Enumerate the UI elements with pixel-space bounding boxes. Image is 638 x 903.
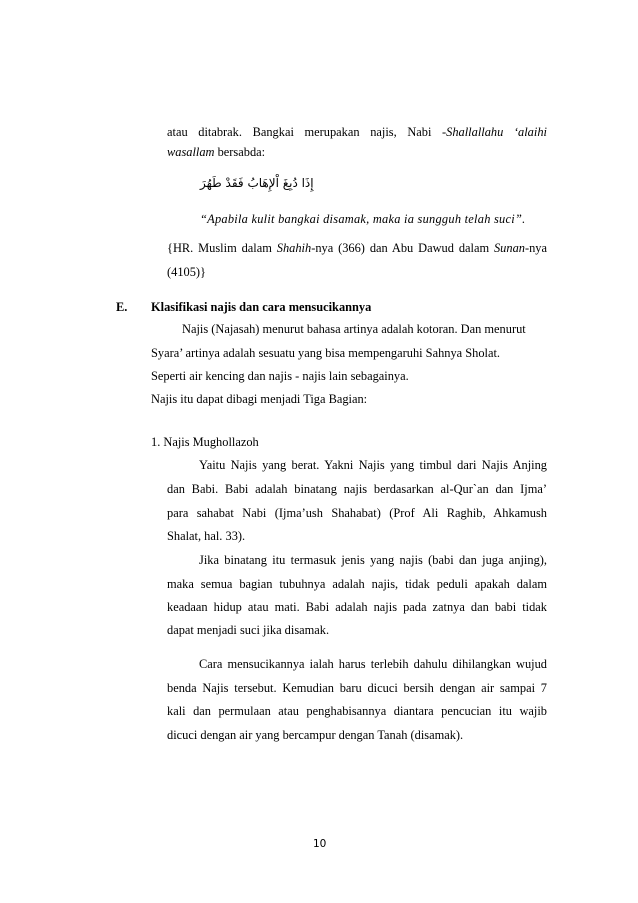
ref-e: -nya <box>524 241 547 255</box>
section-line-1: Najis (Najasah) menurut bahasa artinya adalah kotoran. Dan menurut <box>182 322 526 336</box>
section-line-3: Seperti air kencing dan najis - najis lain sebagainya. <box>151 369 409 383</box>
hadith-reference-line2: (4105)} <box>167 265 206 279</box>
p1-wasallam: wasallam <box>167 145 215 159</box>
p1-line2 <box>167 144 265 160</box>
item1-p2-line1: Jika binatang itu termasuk jenis yang najis (babi dan juga anjing), <box>199 553 547 567</box>
ref-sunan: Sunan <box>493 241 525 255</box>
item1-p2-line3: keadaan hidup atau mati. Babi adalah najis pada zatnya dan babi tidak <box>167 600 547 614</box>
ref-shahih: Shahih <box>276 241 312 255</box>
p1-bersabda: bersabda: <box>214 145 266 159</box>
item1-heading: 1. Najis Mughollazoh <box>151 435 259 449</box>
ref-c: -nya (366) dan Abu Dawud dalam <box>311 241 494 255</box>
section-title: Klasifikasi najis dan cara mensucikannya <box>151 300 372 314</box>
p1-word: ditabrak. <box>198 125 242 139</box>
page-number: 10 <box>313 838 327 850</box>
p1-word: merupakan <box>304 125 360 139</box>
hadith-translation: “Apabila kulit bangkai disamak, maka ia sungguh telah suci”. <box>200 212 526 226</box>
item1-p3-line2: benda Najis tersebut. Kemudian baru dicuci bersih dengan air sampai 7 <box>167 681 547 695</box>
item1-p1-line3: para sahabat Nabi (Ijma’ush Shahabat) (Prof Ali Raghib, Ahkamush <box>167 506 547 520</box>
item1-p2-line2: maka semua bagian tubuhnya adalah najis, tidak peduli apakah dalam <box>167 577 547 591</box>
arabic-hadith: إِذَا دُبِغَ اْلإِهَابُ فَقَدْ طَهُرَ <box>200 176 314 190</box>
item1-p1-line4: Shalat, hal. 33). <box>167 529 246 543</box>
item1-p3-line3: kali dan permulaan atau penghabisannya diantara pencucian itu wajib <box>167 704 547 718</box>
item1-p1-line1: Yaitu Najis yang berat. Yakni Najis yang timbul dari Najis Anjing <box>199 458 547 472</box>
section-line-2: Syara’ artinya adalah sesuatu yang bisa mempengaruhi Sahnya Sholat. <box>151 346 501 360</box>
ref-a: {HR. Muslim dalam <box>167 241 277 255</box>
p1-word: Bangkai <box>252 125 294 139</box>
p1-word: ‘alaihi <box>513 125 547 139</box>
hadith-reference-line1 <box>167 240 547 256</box>
section-line-4: Najis itu dapat dibagi menjadi Tiga Bagian: <box>151 392 368 406</box>
p1-word: -Shallallahu <box>442 125 504 139</box>
p1-word: atau <box>167 125 188 139</box>
item1-p3-line4: dicuci dengan air yang bercampur dengan Tanah (disamak). <box>167 728 464 742</box>
section-letter: E. <box>116 300 128 314</box>
p1-word: najis, <box>370 125 397 139</box>
p1-word: Nabi <box>407 125 432 139</box>
item1-p2-line4: dapat menjadi suci jika disamak. <box>167 623 330 637</box>
item1-p1-line2: dan Babi. Babi adalah binatang najis berdasarkan al-Qur`an dan Ijma’ <box>167 482 547 496</box>
item1-p3-line1: Cara mensucikannya ialah harus terlebih dahulu dihilangkan wujud <box>199 657 547 671</box>
p1-line1 <box>167 124 547 140</box>
